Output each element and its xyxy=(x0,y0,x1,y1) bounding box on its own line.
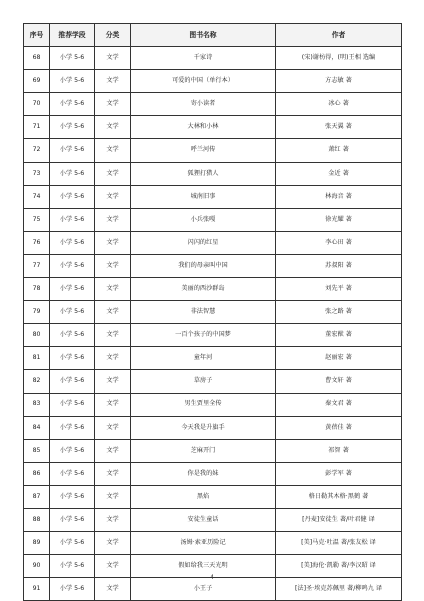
cell-title: 男生贾里全传 xyxy=(131,393,276,416)
cell-category: 文学 xyxy=(95,324,131,347)
cell-author: 格日勒其木格·黑鹤 著 xyxy=(276,485,402,508)
table-row xyxy=(24,324,402,347)
cell-number: 78 xyxy=(24,278,50,301)
cell-grade: 小学 5-6 xyxy=(50,208,95,231)
cell-title: 我们的母亲叫中国 xyxy=(131,254,276,277)
cell-category: 文学 xyxy=(95,462,131,485)
cell-number: 91 xyxy=(24,578,50,601)
table-row xyxy=(24,370,402,393)
cell-title: 假如给我三天光明 xyxy=(131,555,276,578)
cell-author: [丹麦]安徒生 著/叶君健 译 xyxy=(276,508,402,531)
cell-title: 呼兰河传 xyxy=(131,139,276,162)
table-row xyxy=(24,393,402,416)
cell-number: 74 xyxy=(24,185,50,208)
table-row xyxy=(24,208,402,231)
cell-grade: 小学 5-6 xyxy=(50,439,95,462)
cell-title: 童年河 xyxy=(131,347,276,370)
cell-author: 金近 著 xyxy=(276,162,402,185)
cell-author: 祁智 著 xyxy=(276,439,402,462)
cell-category: 文学 xyxy=(95,47,131,70)
cell-category: 文学 xyxy=(95,116,131,139)
cell-grade: 小学 5-6 xyxy=(50,578,95,601)
cell-title: 美丽的西沙群岛 xyxy=(131,278,276,301)
cell-author: 萧红 著 xyxy=(276,139,402,162)
header-grade: 推荐学段 xyxy=(50,24,95,47)
cell-grade: 小学 5-6 xyxy=(50,47,95,70)
cell-author: 冰心 著 xyxy=(276,93,402,116)
cell-author: 徐光耀 著 xyxy=(276,208,402,231)
cell-category: 文学 xyxy=(95,139,131,162)
cell-grade: 小学 5-6 xyxy=(50,162,95,185)
cell-title: 芝麻开门 xyxy=(131,439,276,462)
cell-title: 千家诗 xyxy=(131,47,276,70)
cell-number: 83 xyxy=(24,393,50,416)
table-row xyxy=(24,347,402,370)
cell-grade: 小学 5-6 xyxy=(50,347,95,370)
cell-title: 闪闪的红星 xyxy=(131,231,276,254)
cell-author: 苏叔阳 著 xyxy=(276,254,402,277)
table-row xyxy=(24,578,402,601)
table-row xyxy=(24,231,402,254)
cell-category: 文学 xyxy=(95,347,131,370)
cell-category: 文学 xyxy=(95,393,131,416)
cell-grade: 小学 5-6 xyxy=(50,416,95,439)
cell-grade: 小学 5-6 xyxy=(50,532,95,555)
cell-category: 文学 xyxy=(95,532,131,555)
cell-category: 文学 xyxy=(95,370,131,393)
cell-title: 你是我的妹 xyxy=(131,462,276,485)
cell-grade: 小学 5-6 xyxy=(50,70,95,93)
cell-grade: 小学 5-6 xyxy=(50,116,95,139)
cell-category: 文学 xyxy=(95,555,131,578)
cell-number: 77 xyxy=(24,254,50,277)
table-row xyxy=(24,47,402,70)
cell-category: 文学 xyxy=(95,301,131,324)
header-category: 分类 xyxy=(95,24,131,47)
book-list-table xyxy=(23,23,402,601)
table-row xyxy=(24,278,402,301)
table-row xyxy=(24,485,402,508)
table-row xyxy=(24,439,402,462)
cell-author: (宋)谢枋得，(明)王相 选编 xyxy=(276,47,402,70)
cell-category: 文学 xyxy=(95,162,131,185)
cell-number: 85 xyxy=(24,439,50,462)
cell-number: 87 xyxy=(24,485,50,508)
cell-author: 林海音 著 xyxy=(276,185,402,208)
cell-category: 文学 xyxy=(95,231,131,254)
cell-title: 大林和小林 xyxy=(131,116,276,139)
cell-author: 李心田 著 xyxy=(276,231,402,254)
cell-author: 彭学军 著 xyxy=(276,462,402,485)
cell-author: 方志敏 著 xyxy=(276,70,402,93)
cell-number: 76 xyxy=(24,231,50,254)
cell-author: 赵丽宏 著 xyxy=(276,347,402,370)
table-row xyxy=(24,301,402,324)
cell-title: 可爱的中国（单行本） xyxy=(131,70,276,93)
cell-number: 88 xyxy=(24,508,50,531)
cell-author: 黄蓓佳 著 xyxy=(276,416,402,439)
cell-author: 秦文君 著 xyxy=(276,393,402,416)
cell-title: 汤姆·索亚历险记 xyxy=(131,532,276,555)
cell-category: 文学 xyxy=(95,93,131,116)
cell-grade: 小学 5-6 xyxy=(50,139,95,162)
cell-number: 80 xyxy=(24,324,50,347)
cell-grade: 小学 5-6 xyxy=(50,485,95,508)
cell-category: 文学 xyxy=(95,416,131,439)
cell-number: 79 xyxy=(24,301,50,324)
table-row xyxy=(24,162,402,185)
cell-number: 90 xyxy=(24,555,50,578)
cell-title: 寄小读者 xyxy=(131,93,276,116)
cell-author: 张之路 著 xyxy=(276,301,402,324)
cell-category: 文学 xyxy=(95,278,131,301)
cell-category: 文学 xyxy=(95,508,131,531)
cell-number: 84 xyxy=(24,416,50,439)
cell-number: 89 xyxy=(24,532,50,555)
cell-grade: 小学 5-6 xyxy=(50,393,95,416)
table-body xyxy=(24,47,402,601)
cell-grade: 小学 5-6 xyxy=(50,462,95,485)
cell-author: 董宏猷 著 xyxy=(276,324,402,347)
cell-number: 69 xyxy=(24,70,50,93)
cell-number: 70 xyxy=(24,93,50,116)
table-row xyxy=(24,93,402,116)
cell-title: 今天我是升旗手 xyxy=(131,416,276,439)
cell-title: 一百个孩子的中国梦 xyxy=(131,324,276,347)
header-title: 图书名称 xyxy=(131,24,276,47)
cell-number: 71 xyxy=(24,116,50,139)
cell-author: 张天翼 著 xyxy=(276,116,402,139)
cell-category: 文学 xyxy=(95,439,131,462)
page-number: 4 xyxy=(210,574,214,581)
cell-number: 75 xyxy=(24,208,50,231)
cell-grade: 小学 5-6 xyxy=(50,324,95,347)
cell-grade: 小学 5-6 xyxy=(50,185,95,208)
cell-grade: 小学 5-6 xyxy=(50,508,95,531)
cell-grade: 小学 5-6 xyxy=(50,93,95,116)
header-number: 序号 xyxy=(24,24,50,47)
header-author: 作者 xyxy=(276,24,402,47)
cell-number: 86 xyxy=(24,462,50,485)
cell-title: 黑焰 xyxy=(131,485,276,508)
cell-grade: 小学 5-6 xyxy=(50,231,95,254)
table-row xyxy=(24,139,402,162)
cell-number: 81 xyxy=(24,347,50,370)
cell-grade: 小学 5-6 xyxy=(50,278,95,301)
cell-author: [法]圣·埃克苏佩里 著/柳鸣九 译 xyxy=(276,578,402,601)
cell-grade: 小学 5-6 xyxy=(50,301,95,324)
cell-title: 非法智慧 xyxy=(131,301,276,324)
cell-category: 文学 xyxy=(95,70,131,93)
cell-author: 曹文轩 著 xyxy=(276,370,402,393)
cell-author: 刘先平 著 xyxy=(276,278,402,301)
cell-category: 文学 xyxy=(95,208,131,231)
cell-number: 72 xyxy=(24,139,50,162)
table-row xyxy=(24,116,402,139)
cell-category: 文学 xyxy=(95,485,131,508)
cell-category: 文学 xyxy=(95,185,131,208)
cell-title: 草房子 xyxy=(131,370,276,393)
cell-number: 68 xyxy=(24,47,50,70)
cell-number: 73 xyxy=(24,162,50,185)
cell-title: 安徒生童话 xyxy=(131,508,276,531)
cell-category: 文学 xyxy=(95,578,131,601)
table-row xyxy=(24,416,402,439)
cell-category: 文学 xyxy=(95,254,131,277)
cell-title: 城南旧事 xyxy=(131,185,276,208)
cell-author: [美]海伦·凯勒 著/李汉昭 译 xyxy=(276,555,402,578)
cell-title: 狐狸打猎人 xyxy=(131,162,276,185)
cell-title: 小王子 xyxy=(131,578,276,601)
table-row xyxy=(24,462,402,485)
table-row xyxy=(24,508,402,531)
table-row xyxy=(24,70,402,93)
cell-title: 小兵张嘎 xyxy=(131,208,276,231)
cell-grade: 小学 5-6 xyxy=(50,555,95,578)
table-row xyxy=(24,532,402,555)
cell-author: [美]马克·吐温 著/张友松 译 xyxy=(276,532,402,555)
table-row xyxy=(24,254,402,277)
table-header-row xyxy=(24,24,402,47)
cell-grade: 小学 5-6 xyxy=(50,370,95,393)
cell-grade: 小学 5-6 xyxy=(50,254,95,277)
cell-number: 82 xyxy=(24,370,50,393)
table-row xyxy=(24,185,402,208)
